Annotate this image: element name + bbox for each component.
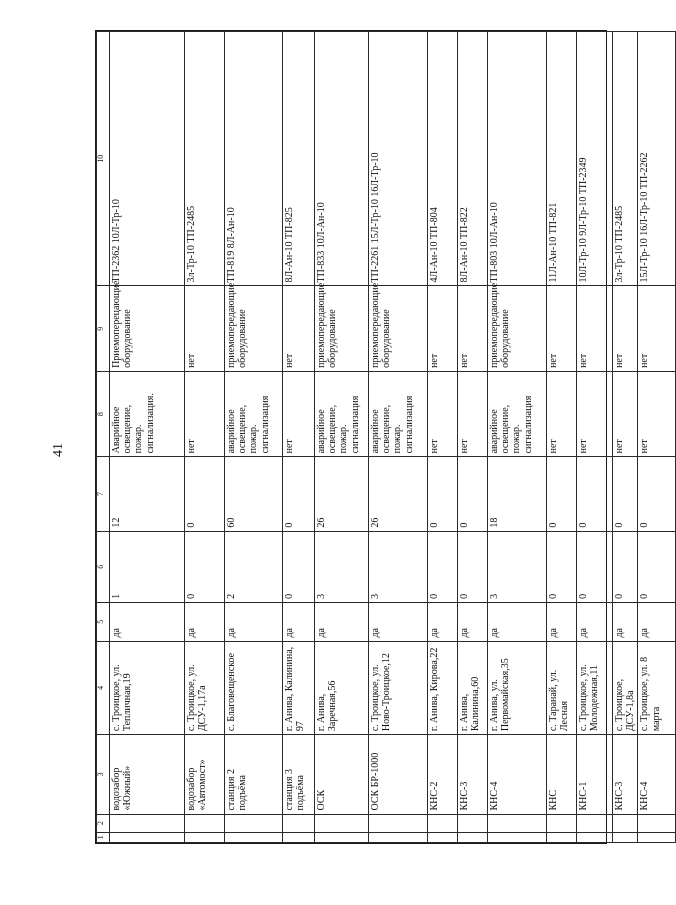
flag-value: да <box>613 602 638 641</box>
object-name: КНС-4 <box>488 735 547 814</box>
object-address: с. Троицкое, ДСУ-1,8а <box>613 641 638 735</box>
systems-description: аварийное освещение, пожар. сигнализация <box>225 371 283 456</box>
systems-description: нет <box>283 371 315 456</box>
flag-value: да <box>225 602 283 641</box>
equipment-description: нет <box>613 286 638 371</box>
cell-col1 <box>315 832 369 842</box>
table-row <box>315 32 369 843</box>
object-name: водозабор «Южный» <box>110 735 185 814</box>
table-row <box>577 32 613 843</box>
cell-col2 <box>577 814 613 832</box>
quantity-value: 60 <box>225 457 283 531</box>
cell-col2 <box>369 814 428 832</box>
cell-col1 <box>428 832 458 842</box>
table-row <box>488 32 547 843</box>
facility-table-frame <box>95 30 662 844</box>
object-name: станция 2 подъёма <box>225 735 283 814</box>
count-value: 3 <box>315 531 369 602</box>
flag-value: да <box>577 602 613 641</box>
power-supply-line: 15Л-Тр-10 16Л-Тр-10 ТП-2262 <box>638 32 676 286</box>
object-address: с. Троицкое, ул. ДСУ-1,17а <box>185 641 225 735</box>
cell-col1 <box>547 832 577 842</box>
cell-col1 <box>613 832 638 842</box>
equipment-description: нет <box>547 286 577 371</box>
systems-description: нет <box>547 371 577 456</box>
quantity-value: 26 <box>315 457 369 531</box>
quantity-value: 0 <box>185 457 225 531</box>
power-supply-line: 3л-Тр-10 ТП-2485 <box>613 32 638 286</box>
column-number: 1 <box>97 832 110 842</box>
table-row <box>428 32 458 843</box>
equipment-description: нет <box>283 286 315 371</box>
cell-col1 <box>369 832 428 842</box>
column-number: 7 <box>97 457 110 531</box>
power-supply-line: 8Л-Ан-10 ТП-825 <box>283 32 315 286</box>
table-row <box>110 32 185 843</box>
count-value: 2 <box>225 531 283 602</box>
flag-value: да <box>547 602 577 641</box>
systems-description: нет <box>638 371 676 456</box>
object-name: КНС-3 <box>613 735 638 814</box>
column-number: 5 <box>97 602 110 641</box>
power-supply-line: ТП-833 10Л-Ан-10 <box>315 32 369 286</box>
equipment-description: приемопередающие оборудование <box>315 286 369 371</box>
object-address: г. Анива, ул. Первомайская,35 <box>488 641 547 735</box>
object-name: ОСК БР-1000 <box>369 735 428 814</box>
table-row <box>185 32 225 843</box>
cell-col2 <box>283 814 315 832</box>
table-row <box>225 32 283 843</box>
equipment-description: нет <box>185 286 225 371</box>
count-value: 0 <box>428 531 458 602</box>
object-address: с. Троицкое, ул. Молодежная,11 <box>577 641 613 735</box>
object-address: г. Анива, Калинина,60 <box>458 641 488 735</box>
quantity-value: 0 <box>638 457 676 531</box>
flag-value: да <box>428 602 458 641</box>
cell-col1 <box>225 832 283 842</box>
power-supply-line: 8Л-Ан-10 ТП-822 <box>458 32 488 286</box>
cell-col1 <box>110 832 185 842</box>
object-name: КНС-2 <box>428 735 458 814</box>
cell-col1 <box>283 832 315 842</box>
object-name: КНС-4 <box>638 735 676 814</box>
count-value: 0 <box>638 531 676 602</box>
cell-col1 <box>185 832 225 842</box>
flag-value: да <box>458 602 488 641</box>
cell-col1 <box>488 832 547 842</box>
count-value: 0 <box>458 531 488 602</box>
systems-description: нет <box>613 371 638 456</box>
object-address: с. Троицкое, ул. Тепличная,19 <box>110 641 185 735</box>
systems-description: аварийное освещение, пожар. сигнализация <box>488 371 547 456</box>
object-name: станция 3 подъёма <box>283 735 315 814</box>
count-value: 1 <box>110 531 185 602</box>
cell-col2 <box>110 814 185 832</box>
table-row <box>613 32 638 843</box>
object-address: с. Троицкое, ул. Ново-Троицкое,12 <box>369 641 428 735</box>
equipment-description: Приемоперецающие оборудование <box>110 286 185 371</box>
power-supply-line: ТП-2362 10Л-Тр-10 <box>110 32 185 286</box>
quantity-value: 12 <box>110 457 185 531</box>
systems-description: аварийное освещение, пожар. сигнализация <box>315 371 369 456</box>
count-value: 3 <box>369 531 428 602</box>
equipment-description: приемопередающие оборудование <box>488 286 547 371</box>
column-number: 3 <box>97 735 110 814</box>
object-address: с. Благовещенское <box>225 641 283 735</box>
equipment-description: приемопередающие оборудование <box>225 286 283 371</box>
object-name: КНС <box>547 735 577 814</box>
flag-value: да <box>185 602 225 641</box>
count-value: 0 <box>283 531 315 602</box>
column-number: 4 <box>97 641 110 735</box>
equipment-description: нет <box>428 286 458 371</box>
table-row <box>547 32 577 843</box>
column-number: 9 <box>97 286 110 371</box>
power-supply-line: ТП-803 10Л-Ан-10 <box>488 32 547 286</box>
flag-value: да <box>315 602 369 641</box>
object-name: водозабор «Автомост» <box>185 735 225 814</box>
quantity-value: 0 <box>458 457 488 531</box>
object-address: с. Троицкое, ул. 8 марта <box>638 641 676 735</box>
equipment-description: нет <box>458 286 488 371</box>
flag-value: да <box>638 602 676 641</box>
cell-col2 <box>547 814 577 832</box>
count-value: 0 <box>613 531 638 602</box>
quantity-value: 18 <box>488 457 547 531</box>
power-supply-line: 3л-Тр-10 ТП-2485 <box>185 32 225 286</box>
flag-value: да <box>369 602 428 641</box>
quantity-value: 0 <box>577 457 613 531</box>
cell-col2 <box>613 814 638 832</box>
object-name: ОСК <box>315 735 369 814</box>
quantity-value: 26 <box>369 457 428 531</box>
count-value: 0 <box>577 531 613 602</box>
column-number: 8 <box>97 371 110 456</box>
column-number: 2 <box>97 814 110 832</box>
cell-col2 <box>185 814 225 832</box>
flag-value: да <box>283 602 315 641</box>
power-supply-line: ТП-819 8Л-Ан-10 <box>225 32 283 286</box>
table-row <box>458 32 488 843</box>
object-name: КНС-3 <box>458 735 488 814</box>
facility-table <box>96 31 676 843</box>
cell-col1 <box>577 832 613 842</box>
cell-col2 <box>225 814 283 832</box>
rotated-table-container <box>96 31 662 843</box>
power-supply-line: 11Л-Ан-10 ТП-821 <box>547 32 577 286</box>
column-number: 6 <box>97 531 110 602</box>
cell-col2 <box>315 814 369 832</box>
count-value: 0 <box>185 531 225 602</box>
quantity-value: 0 <box>547 457 577 531</box>
quantity-value: 0 <box>283 457 315 531</box>
cell-col2 <box>638 814 676 832</box>
object-address: г. Анива, Кирова,22 <box>428 641 458 735</box>
systems-description: нет <box>577 371 613 456</box>
object-address: г. Анива, Заречная,56 <box>315 641 369 735</box>
table-row <box>283 32 315 843</box>
power-supply-line: 10Л-Тр-10 9Л-Тр-10 ТП-2349 <box>577 32 613 286</box>
cell-col2 <box>488 814 547 832</box>
power-supply-line: 4Л-Ан-10 ТП-804 <box>428 32 458 286</box>
page-number: 41 <box>51 443 66 457</box>
cell-col2 <box>428 814 458 832</box>
flag-value: да <box>110 602 185 641</box>
equipment-description: нет <box>638 286 676 371</box>
column-number: 10 <box>97 32 110 286</box>
cell-col1 <box>458 832 488 842</box>
systems-description: Аварийное освещение, пожар. сигнализация. <box>110 371 185 456</box>
count-value: 0 <box>547 531 577 602</box>
column-number-row <box>97 32 110 843</box>
systems-description: аварийное освещение, пожар. сигнализация <box>369 371 428 456</box>
quantity-value: 0 <box>428 457 458 531</box>
object-name: КНС-1 <box>577 735 613 814</box>
systems-description: нет <box>458 371 488 456</box>
table-row <box>369 32 428 843</box>
equipment-description: нет <box>577 286 613 371</box>
systems-description: нет <box>185 371 225 456</box>
systems-description: нет <box>428 371 458 456</box>
power-supply-line: ТП-2261 15Л-Тр-10 16Л-Тр-10 <box>369 32 428 286</box>
count-value: 3 <box>488 531 547 602</box>
object-address: с. Таранай, ул. Лесная <box>547 641 577 735</box>
table-row <box>638 32 676 843</box>
equipment-description: приемопередающие оборудование <box>369 286 428 371</box>
cell-col1 <box>638 832 676 842</box>
quantity-value: 0 <box>613 457 638 531</box>
object-address: г. Анива, Калинина, 97 <box>283 641 315 735</box>
flag-value: да <box>488 602 547 641</box>
cell-col2 <box>458 814 488 832</box>
